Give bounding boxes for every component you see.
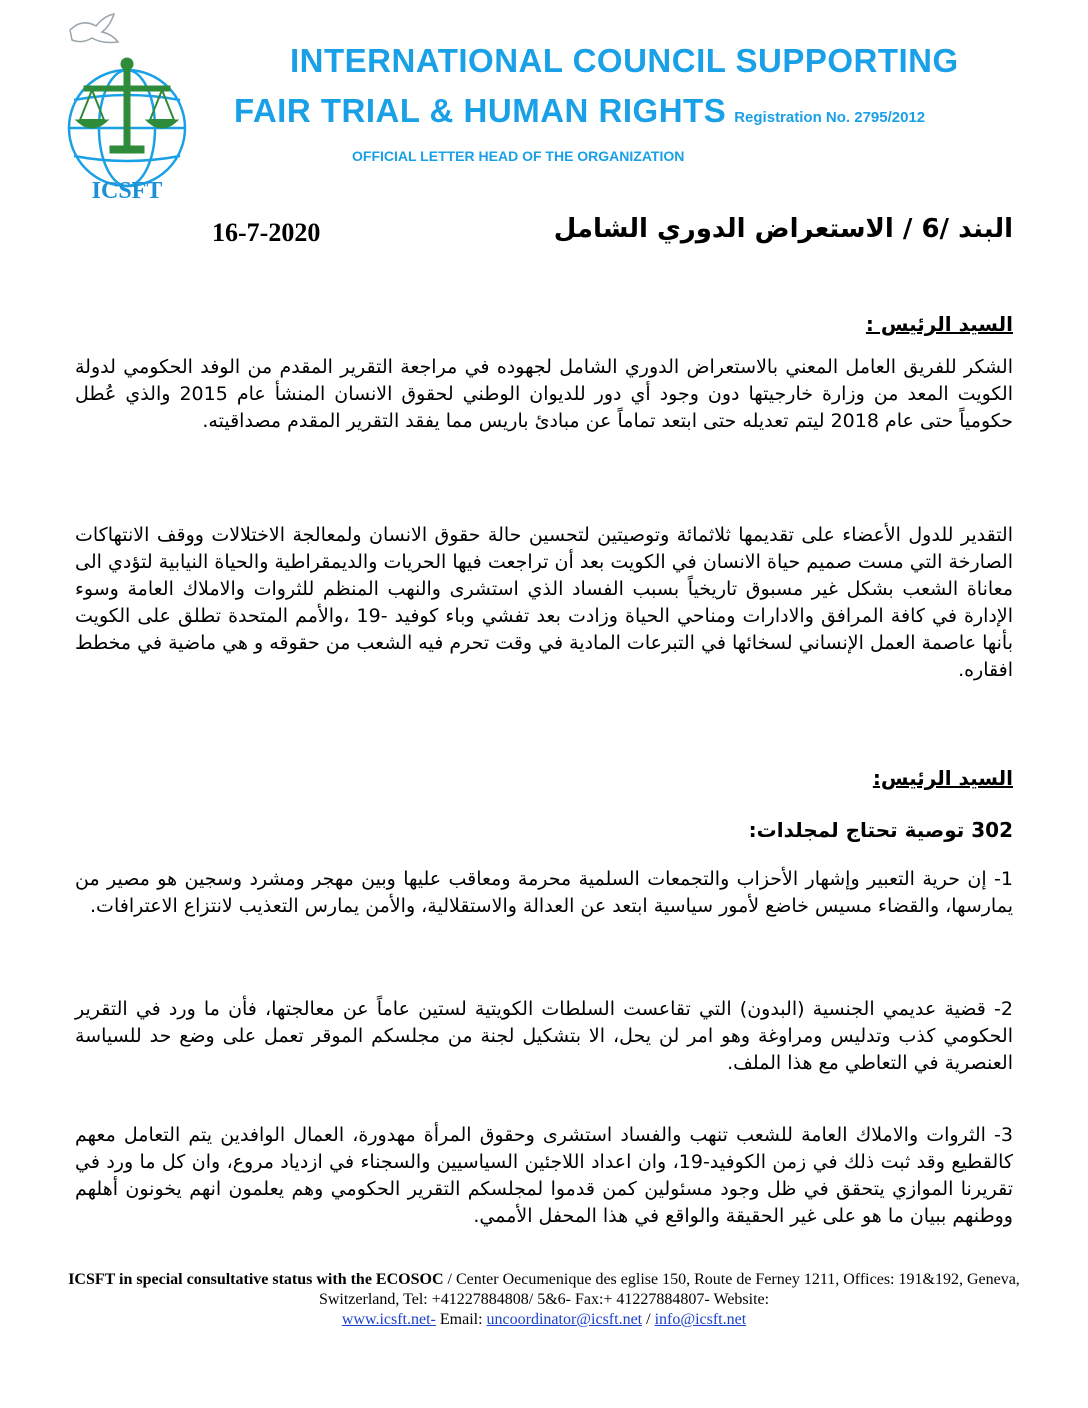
email-link-info[interactable]: info@icsft.net	[654, 1311, 747, 1328]
website-link[interactable]: www.icsft.net-	[341, 1311, 436, 1328]
recommendation-item-2: 2- قضية عديمي الجنسية (البدون) التي تقاعست السلطات الكويتية لستين عاماً عن معالجتها، فأن ما ورد في التقرير الحكومي كذب وتدليس ومراوغة وهو امر لن يحل، الا بتشكيل لجنة من مجلسكم الموقر تعمل على وضع حد للسياسة العنصرية في التعاطي مع هذا الملف.	[75, 998, 1013, 1074]
organization-logo	[52, 10, 202, 200]
paragraph-1: الشكر للفريق العامل المعني بالاستعراض الدوري الشامل لجهوده في مراجعة التقرير المقدم من الوفد الحكومي لدولة الكويت المعد من وزارة خارجيتها دون وجود أي دور للديوان الوطني لحقوق الانسان المنشأ عام 2015 والذي عُطل حكومياً حتى عام 2018 ليتم تعديله حتى ابتعد تماماً عن مبادئ باريس مما يفقد التقرير المقدم مصداقيته.	[75, 356, 1013, 432]
letterhead-subtitle: OFFICIAL LETTER HEAD OF THE ORGANIZATION	[352, 148, 685, 164]
salutation-heading-1: السيد الرئيس :	[865, 312, 1013, 336]
letterhead-footer	[60, 1270, 1028, 1330]
document-title: البند /6 / الاستعراض الدوري الشامل	[553, 214, 1013, 244]
paragraph-2: التقدير للدول الأعضاء على تقديمها ثلاثمائة وتوصيتين لتحسين حالة حقوق الانسان ولمعالجة الاختلالات ووقف الانتهاكات الصارخة التي مست صميم حياة الانسان في الكويت بعد أن تراجعت فيها الحريات والديمقراطية والحياة النيابية لتؤدي الى معاناة الشعب بشكل غير مسبوق تاريخياً بسبب الفساد الذي استشرى والنهب المنظم للثروات والاملاك العامة وسوء الإدارة في كافة المرافق والادارات ومناحي الحياة وزادت بعد تفشي وباء كوفيد -19 ،والأمم المتحدة تطلق على الكويت بأنها عاصمة العمل الإنساني لسخائها في التبرعات المادية في وقت تحرم فيه الشعب من حقوقه و هي ماضية في مخطط افقاره.	[75, 524, 1013, 681]
document-date: 16-7-2020	[212, 218, 321, 247]
email-separator: /	[642, 1311, 655, 1328]
scales-of-justice-icon	[76, 58, 178, 153]
salutation-heading-2: السيد الرئيس:	[872, 766, 1013, 790]
organization-name-line2-text: FAIR TRIAL & HUMAN RIGHTS	[234, 92, 727, 129]
organization-name-line2	[234, 92, 925, 130]
organization-name-line1: INTERNATIONAL COUNCIL SUPPORTING	[290, 42, 959, 79]
email-label: Email:	[435, 1311, 487, 1328]
recommendations-title: 302 توصية تحتاج لمجلدات:	[748, 818, 1013, 842]
dove-icon	[70, 14, 118, 43]
logo-text: ICSFT	[91, 178, 163, 204]
recommendation-item-1: 1- إن حرية التعبير وإشهار الأحزاب والتجمعات السلمية محرمة ومعاقب عليها وبين مهجر ومشرد وسجين هو مصير من يمارسها، والقضاء مسيس خاضع لأمور سياسية ابتعد عن العدالة والاستقلالية، والأمن يمارس التعذيب لانتزاع الاعترافات.	[75, 868, 1013, 917]
email-link-coordinator[interactable]: uncoordinator@icsft.net	[486, 1311, 643, 1328]
footer-status: ICSFT in special consultative status with the ECOSOC	[68, 1271, 444, 1288]
footer-address: / Center Oecumenique des eglise 150, Route de Ferney 1211, Offices: 191&192, Geneva, Switzerland, Tel: +41227884808/ 5&6- Fax:+ 41227884807- Website:	[318, 1271, 1020, 1308]
recommendation-item-3: 3- الثروات والاملاك العامة للشعب تنهب والفساد استشرى وحقوق المرأة مهدورة، العمال الوافدين يتم التعامل معهم كالقطيع وقد ثبت ذلك في زمن الكوفيد-19، وان اعداد اللاجئين السياسيين والسجناء في ازدياد مروع، وان كل ما ورد في تقريرنا الموازي يتحقق في ظل وجود مسئولين كمن قدموا لمجلسكم التقرير الحكومي وهم يعلمون انهم يخونون أهلهم ووطنهم ببيان ما هو على غير الحقيقة والواقع في هذا المحفل الأممي.	[75, 1124, 1013, 1227]
registration-number: Registration No. 2795/2012	[734, 109, 926, 126]
